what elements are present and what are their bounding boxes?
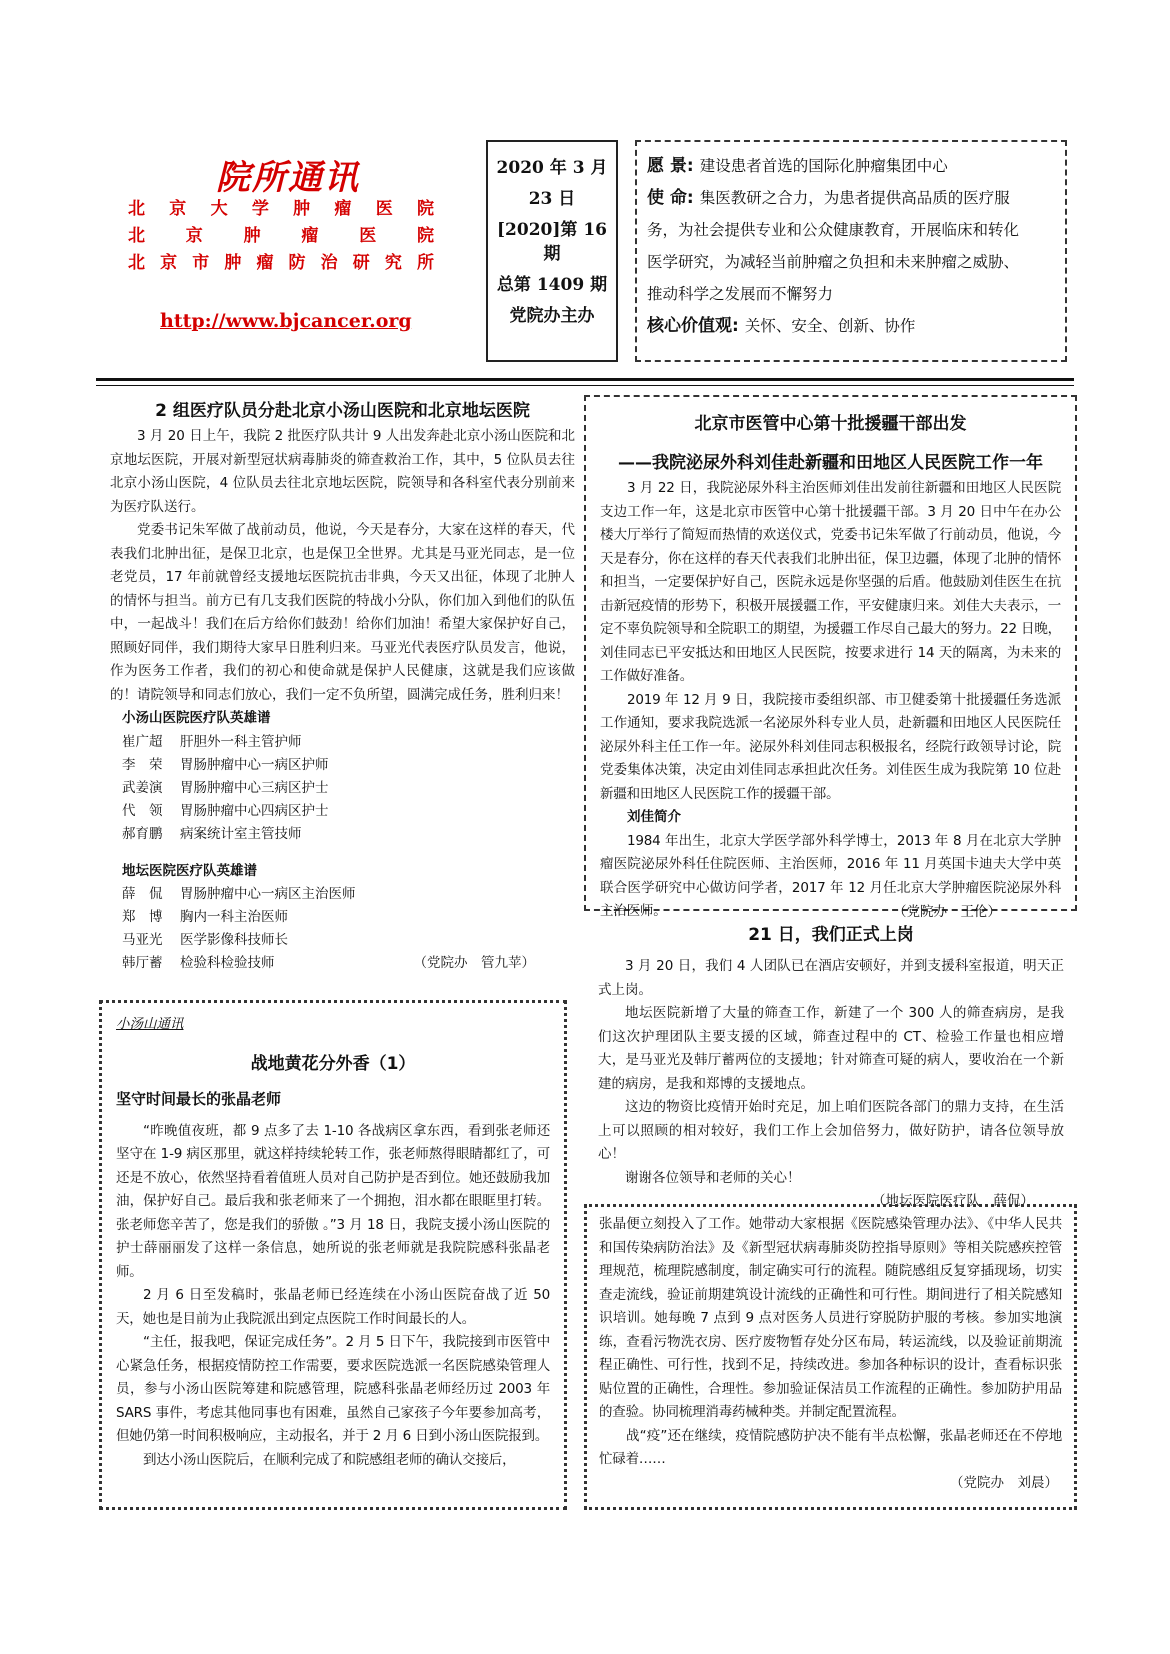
- roster2-title: 地坛医院医疗队英雄谱: [122, 862, 257, 879]
- article4-cont-paragraph: 战“疫”还在继续，疫情院感防护决不能有半点松懈，张晶老师还在不停地忙碌着……: [599, 1427, 1062, 1467]
- article4-cont-paragraph: 张晶便立刻投入了工作。她带动大家根据《医院感染管理办法》、《中华人民共和国传染病防治法》及《新型冠状病毒肺炎防控指导原则》等相关院感疾控管理规范，梳理院感制度，制定确实可行的流程。随院感组反复穿插现场，切实查走流线，验证前期建筑设计流线的正确性和可行性。期间进行了相关院感知识培训。她每晚 7 点到 9 点对医务人员进行穿脱防护服的考核。参加实地演练，查看污物洗衣房、医疗废物暂存处分区布局，转运流线，以及验证前期流程正确性、可行性，找到不足，持续改进。参加各种标识的设计，查看标识张贴位置的正确性，合理性。参加验证保洁员工作流程的正确性。参加防护用品的查验。协同梳理消毒药械种类。并制定配置流程。: [599, 1216, 1062, 1420]
- bio-paragraph: 1984 年出生，北京大学医学部外科学博士，2013 年 8 月在北京大学肿瘤医院泌尿外科任住院医师、主治医师，2016 年 11 月英国卡迪夫大学中英联合医学研究中心做访问学者，2017 年 12 月任北京大学肿瘤医院泌尿外科主治医师。: [600, 832, 1061, 919]
- article3-paragraph: 3 月 20 日，我们 4 人团队已在酒店安顿好，并到支援科室报道，明天正式上岗。: [598, 958, 1064, 998]
- article4-paragraph: “昨晚值夜班，都 9 点多了去 1-10 各战病区拿东西，看到张老师还坚守在 1-9 病区那里，就这样持续轮转工作，张老师熬得眼睛都红了，可还是不放心，依然坚持看着值班人员对自己防护是否到位。她还鼓励我加油，保护好自己。最后我和张老师来了一个拥抱，泪水都在眼眶里打转。张老师您辛苦了，您是我们的骄傲 。”3 月 18 日，我院支援小汤山医院的护士薛丽丽发了这样一条信息，她所说的张老师就是我院院感科张晶老师。: [116, 1122, 550, 1280]
- website-link[interactable]: http://www.bjcancer.org: [160, 310, 412, 332]
- article3-headline: 21 日，我们正式上岗: [748, 925, 914, 945]
- core-values-text: 关怀、安全、创新、协作: [744, 317, 916, 335]
- institution-name-3: 北京市肿瘤防治研究所: [128, 253, 434, 273]
- issue-day-line: 23 日: [528, 189, 576, 209]
- mission-line: 医学研究，为减轻当前肿瘤之负担和未来肿瘤之威胁、: [647, 253, 1020, 271]
- article-medical-teams: [110, 396, 575, 975]
- article1-headline: 2 组医疗队员分赴北京小汤山医院和北京地坛医院: [155, 401, 530, 421]
- mission-line: 务，为社会提供专业和公众健康教育，开展临床和转化: [647, 221, 1020, 239]
- mission-line: 推动科学之发展而不懈努力: [647, 285, 834, 303]
- article4-paragraph: “主任，报我吧，保证完成任务”。2 月 5 日下午，我院接到市医管中心紧急任务，根据疫情防控工作需要，要求医院选派一名医院感染管理人员，参与小汤山医院筹建和院感管理，院感科张晶老师经历过 2003 年 SARS 事件，考虑其他同事也有困难，虽然自己家孩子今年要参加高考，但她仍第一时间积极响应，主动报名，并于 2 月 6 日到小汤山医院报到。: [116, 1334, 550, 1444]
- vision-mission-box: [635, 140, 1067, 362]
- article4-signature: （党院办 刘晨）: [950, 1474, 1058, 1491]
- article3-signature: （地坛医院医疗队 薛侃）: [872, 1193, 1034, 1209]
- article-xiaotangshan-continued: [584, 1204, 1077, 1510]
- mission-line: 集医教研之合力，为患者提供高品质的医疗服: [699, 189, 1010, 207]
- article4-paragraph: 到达小汤山医院后，在顺利完成了和院感组老师的确认交接后，: [143, 1451, 516, 1468]
- roster-row: 李 荣 胃肠肿瘤中心一病区护师: [122, 756, 329, 773]
- article4-headline: 战地黄花分外香（1）: [250, 1054, 416, 1074]
- core-values-label: 核心价值观:: [647, 316, 739, 336]
- bio-title: 刘佳简介: [627, 809, 681, 825]
- article2-headline: 北京市医管中心第十批援疆干部出发: [694, 414, 967, 434]
- institution-name-2: 北京肿瘤医院: [128, 226, 434, 246]
- issue-date-line: 2020 年 3 月: [496, 158, 608, 178]
- article-first-day: [598, 920, 1064, 1213]
- masthead-divider-thin: [96, 385, 1074, 386]
- roster-row: 薛 侃 胃肠肿瘤中心一病区主治医师: [122, 886, 356, 902]
- article-xiaotangshan-news: [99, 1000, 567, 1510]
- roster-row: 代 领 胃肠肿瘤中心四病区护士: [122, 802, 329, 819]
- vision-text: 建设患者首选的国际化肿瘤集团中心: [699, 157, 948, 175]
- article1-paragraph: 党委书记朱军做了战前动员，他说，今天是春分，大家在这样的春天，代表我们北肿出征，是保卫北京，也是保卫全世界。尤其是马亚光同志，是一位老党员，17 年前就曾经支援地坛医院抗击非典，今天又出征，体现了北肿人的情怀与担当。前方已有几支我们医院的特战小分队，你们加入到他们的队伍中，一起战斗！我们在后方给你们鼓劲！给你们加油！希望大家保护好自己，照顾好同伴，我们期待大家早日胜利归来。马亚光代表医疗队员发言，他说，作为医务工作者，我们的初心和使命就是保护人民健康，这就是我们应该做的！请院领导和同志们放心，我们一定不负所望，圆满完成任务，胜利归来！: [110, 522, 575, 703]
- article1-paragraph: 3 月 20 日上午，我院 2 批医疗队共计 9 人出发奔赴北京小汤山医院和北京地坛医院，开展对新型冠状病毒肺炎的筛查救治工作，其中，5 位队员去往北京小汤山医院，4 位队员去往北京地坛医院，院领导和各科室代表分别前来为医疗队送行。: [110, 428, 575, 515]
- article2-signature: （党院办 王伦）: [893, 903, 1001, 920]
- roster-row: 崔广超 肝胆外一科主管护师: [122, 733, 302, 750]
- roster2-list: [110, 883, 575, 975]
- masthead-title: 院所通讯: [216, 158, 360, 198]
- article4-paragraph: 2 月 6 日至发稿时，张晶老师已经连续在小汤山医院奋战了近 50 天，她也是目前为止我院派出到定点医院工作时间最长的人。: [116, 1287, 550, 1327]
- mission-label: 使 命:: [647, 188, 694, 208]
- article2-paragraph: 3 月 22 日，我院泌尿外科主治医师刘佳出发前往新疆和田地区人民医院支边工作一年，这是北京市医管中心第十批援疆干部。3 月 20 日中午在办公楼大厅举行了简短而热情的欢送仪式，党委书记朱军做了行前动员，他说，今天是春分，你在这样的春天代表我们北肿出征，保卫边疆，体现了北肿的情怀和担当，一定要保护好自己，医院永远是你坚强的后盾。他鼓励刘佳医生在抗击新冠疫情的形势下，积极开展援疆工作，平安健康归来。刘佳大夫表示，一定不辜负院领导和全院职工的期望，为援疆工作尽自己最大的努力。22 日晚，刘佳同志已平安抵达和田地区人民医院，按要求进行 14 天的隔离，为未来的工作做好准备。: [600, 480, 1061, 684]
- column-name: 小汤山通讯: [116, 1016, 184, 1032]
- roster-row: 武姜演 胃肠肿瘤中心三病区护士: [122, 779, 329, 796]
- vision-label: 愿 景:: [647, 156, 694, 176]
- issue-number: [2020]第 16 期: [497, 220, 607, 264]
- institution-name-1: 北京大学肿瘤医院: [128, 199, 434, 219]
- article3-paragraph: 谢谢各位领导和老师的关心！: [625, 1169, 801, 1186]
- roster-row: 马亚光 医学影像科技师长: [122, 932, 288, 948]
- article2-paragraph: 2019 年 12 月 9 日，我院接市委组织部、市卫健委第十批援疆任务选派工作通知，要求我院选派一名泌尿外科专业人员，赴新疆和田地区人民医院任泌尿外科主任工作一年。泌尿外科刘佳同志积极报名，经院行政领导讨论，院党委集体决策，决定由刘佳同志承担此次任务。刘佳医生成为我院第 10 位赴新疆和田地区人民医院工作的援疆干部。: [600, 691, 1061, 802]
- article3-paragraph: 这边的物资比疫情开始时充足，加上咱们医院各部门的鼎力支持，在生活上可以照顾的相对较好，我们工作上会加倍努力，做好防护，请各位领导放心！: [598, 1099, 1064, 1162]
- masthead-divider: [96, 378, 1074, 381]
- roster1-title: 小汤山医院医疗队英雄谱: [122, 710, 271, 726]
- roster-row: 郝育鹏 病案统计室主管技师: [122, 825, 302, 842]
- article-xinjiang-support: [584, 395, 1077, 920]
- article1-signature: （党院办 管九苹）: [413, 955, 535, 971]
- roster-row: 郑 博 胸内一科主治医师: [122, 909, 288, 925]
- issue-publisher: 党院办主办: [509, 306, 595, 326]
- roster-row: 韩厅蓄 检验科检验技师 （党院办 管九苹）: [122, 952, 575, 975]
- article2-subheadline: ——我院泌尿外科刘佳赴新疆和田地区人民医院工作一年: [618, 453, 1043, 473]
- roster1-list: [110, 731, 575, 846]
- issue-total-number: 总第 1409 期: [496, 275, 608, 295]
- article3-paragraph: 地坛医院新增了大量的筛查工作，新建了一个 300 人的筛查病房，是我们这次护理团队主要支援的区域，筛查过程中的 CT、检验工作量也相应增大，是马亚光及韩厅蓄两位的支援地；针对筛查可疑的病人，要收治在一个新建的病房，是我和郑博的支援地点。: [598, 1005, 1064, 1092]
- issue-info-box: [486, 140, 618, 362]
- article4-subheadline: 坚守时间最长的张晶老师: [116, 1090, 282, 1108]
